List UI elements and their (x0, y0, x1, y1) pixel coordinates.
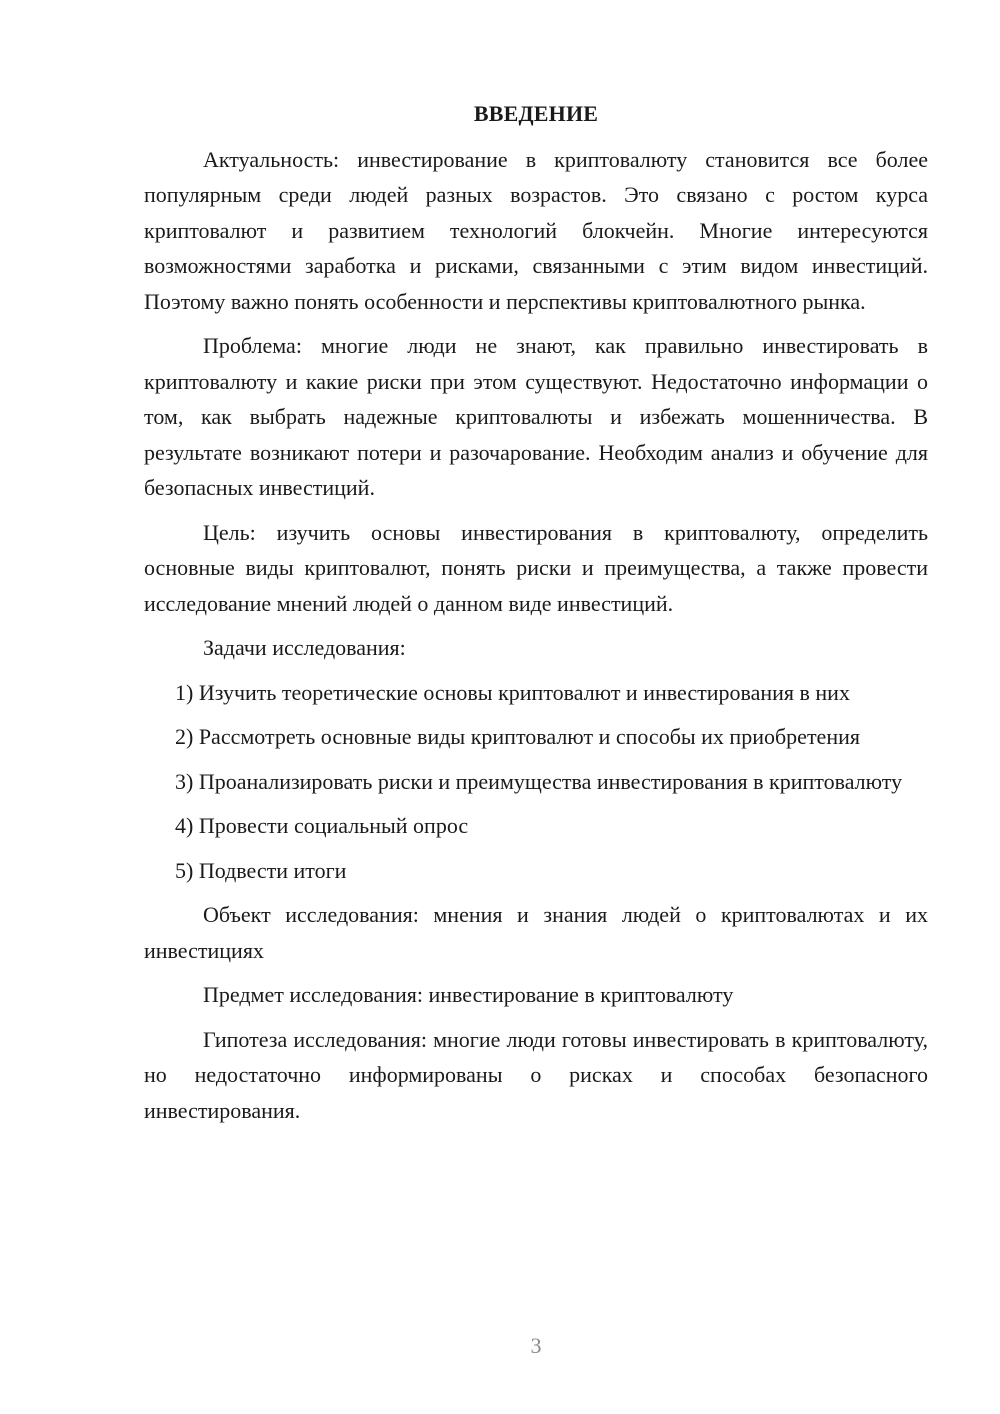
relevance-paragraph: Актуальность: инвестирование в криптовалюту становится все более популярным среди людей разных возрастов. Это связано с ростом курса криптовалют и развитием технологий блокчейн. Многие интересуются возможностями заработка и рисками, связанными с этим видом инвестиций. Поэтому важно понять особенности и перспективы криптовалютного рынка. (144, 146, 928, 314)
task-item-5: 5) Подвести итоги (175, 857, 347, 883)
task-item-2: 2) Рассмотреть основные виды криптовалют и способы их приобретения (175, 724, 860, 749)
hypothesis-paragraph: Гипотеза исследования: многие люди готовы инвестировать в криптовалюту, но недостаточно информированы о рисках и способах безопасного инвестирования. (144, 1026, 928, 1123)
object-paragraph: Объект исследования: мнения и знания людей о криптовалютах и их инвестициях (144, 902, 928, 963)
tasks-heading: Задачи исследования: (203, 635, 406, 660)
page-number: 3 (530, 1333, 542, 1358)
task-item-4: 4) Провести социальный опрос (175, 813, 469, 838)
task-item-3: 3) Проанализировать риски и преимущества инвестирования в криптовалюту (175, 768, 903, 794)
task-item-1: 1) Изучить теоретические основы криптовалют и инвестирования в них (175, 679, 850, 705)
section-title: ВВЕДЕНИЕ (473, 101, 599, 126)
problem-paragraph: Проблема: многие люди не знают, как правильно инвестировать в криптовалюту и какие риски при этом существуют. Недостаточно информации о том, как выбрать надежные криптовалюты и избежать мошенничества. В результате возникают потери и разочарование. Необходим анализ и обучение для безопасных инвестиций. (144, 333, 928, 500)
goal-paragraph: Цель: изучить основы инвестирования в криптовалюту, определить основные виды криптовалют, понять риски и преимущества, а также провести исследование мнений людей о данном виде инвестиций. (144, 519, 928, 616)
page-content (144, 96, 928, 1137)
subject-paragraph: Предмет исследования: инвестирование в криптовалюту (203, 982, 734, 1007)
